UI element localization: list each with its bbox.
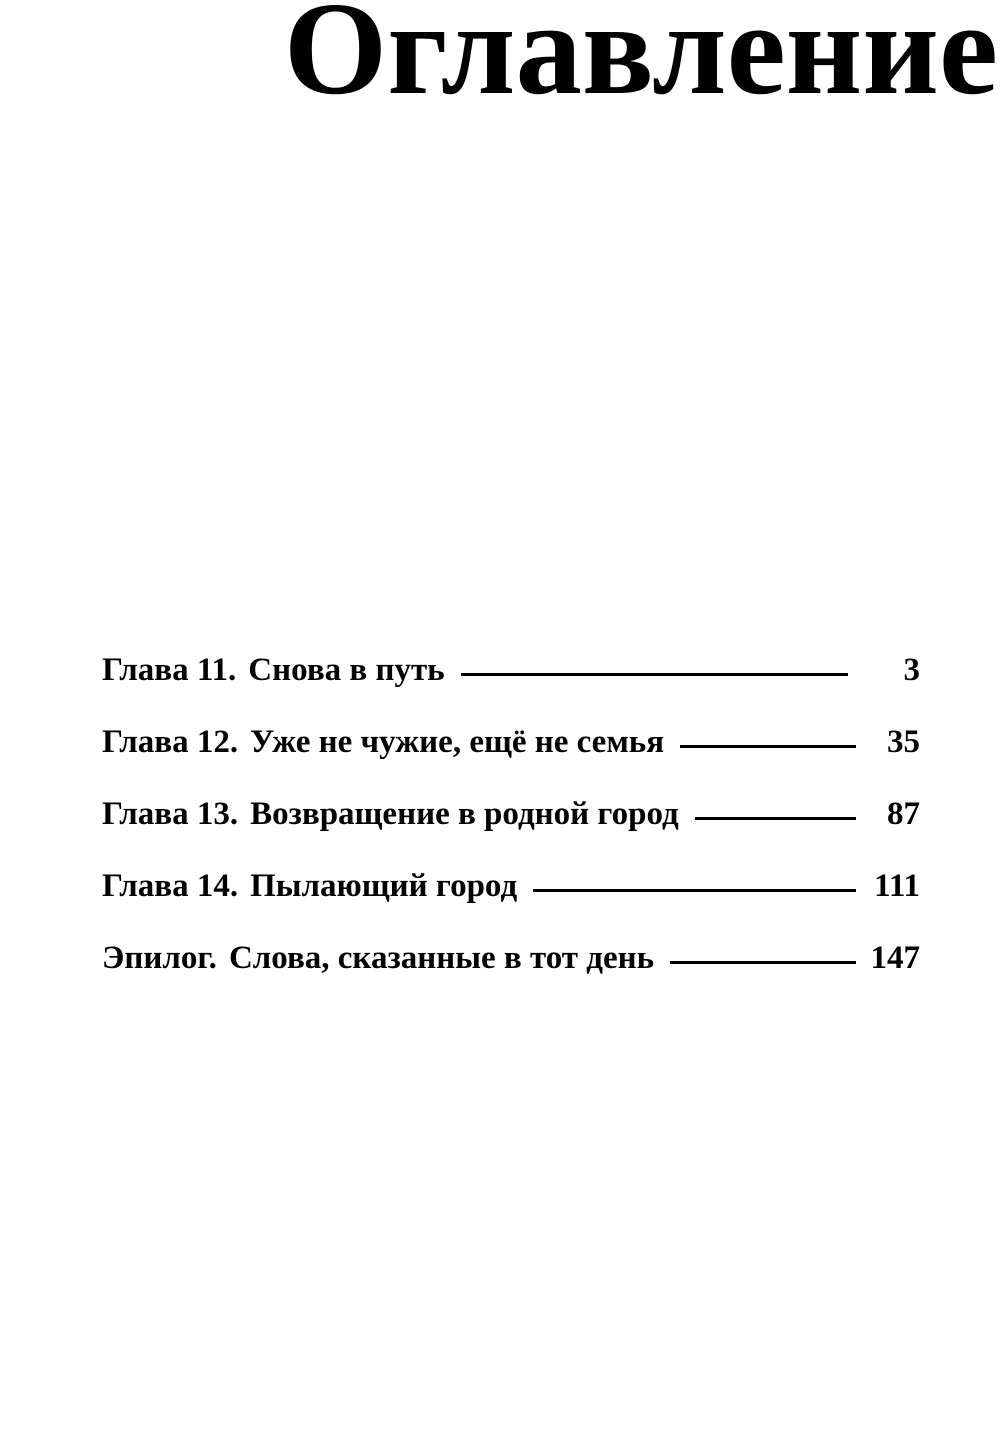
toc-chapter-number: Глава 12. — [102, 723, 239, 760]
toc-page-number: 147 — [870, 939, 920, 976]
toc-leader-line — [695, 817, 856, 820]
toc-leader-line — [461, 673, 848, 676]
toc-page-number: 111 — [874, 867, 920, 904]
toc-page-number: 3 — [903, 651, 920, 688]
toc-chapter-title: Возвращение в родной город — [250, 795, 679, 832]
toc-leader-line — [680, 745, 856, 748]
toc-page-number: 35 — [887, 723, 920, 760]
toc-chapter-title: Снова в путь — [248, 651, 445, 688]
toc-page-number: 87 — [887, 795, 920, 832]
toc-chapter-number: Глава 11. — [102, 651, 237, 688]
toc-chapter-number: Эпилог. — [102, 939, 217, 976]
toc-entry[interactable] — [102, 650, 920, 690]
toc-entry[interactable] — [102, 866, 920, 906]
toc-chapter-number: Глава 13. — [102, 795, 239, 832]
toc-chapter-title: Уже не чужие, ещё не семья — [250, 723, 665, 760]
page-title: Оглавление — [283, 0, 998, 122]
toc-chapter-title: Пылающий город — [250, 867, 518, 904]
toc-leader-line — [533, 889, 856, 892]
toc-entry[interactable] — [102, 938, 920, 978]
toc-chapter-number: Глава 14. — [102, 867, 239, 904]
table-of-contents — [102, 650, 920, 1010]
toc-chapter-title: Слова, сказанные в тот день — [228, 939, 655, 976]
toc-entry[interactable] — [102, 794, 920, 834]
toc-leader-line — [670, 961, 856, 964]
toc-entry[interactable] — [102, 722, 920, 762]
